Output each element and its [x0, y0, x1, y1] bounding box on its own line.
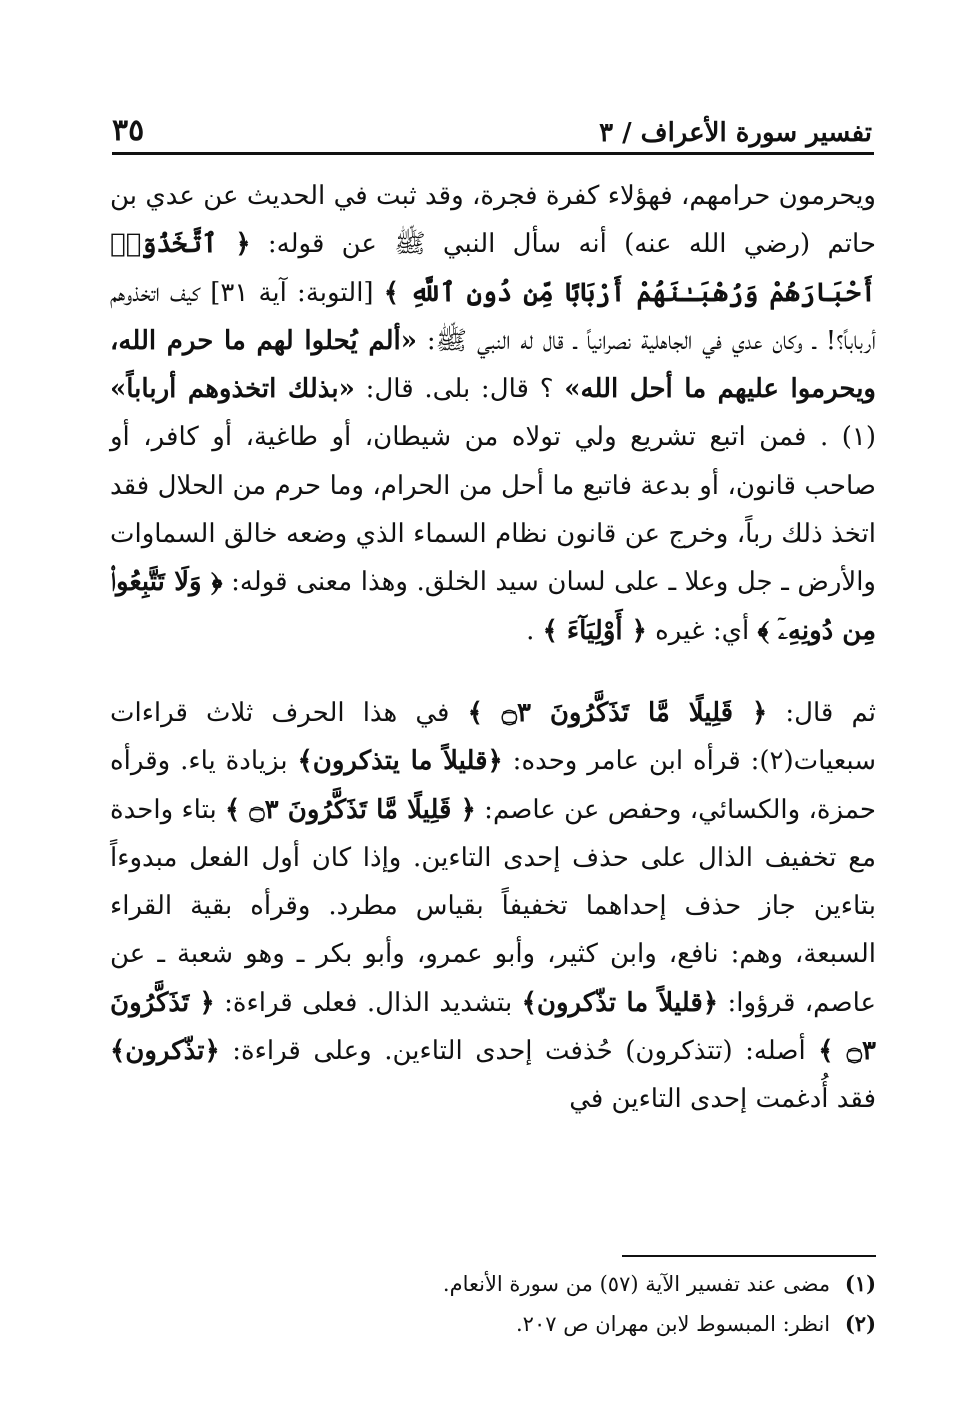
footnote [110, 1304, 876, 1344]
text-run: ويحرمون حرامهم، فهؤلاء كفرة فجرة، وقد ثبت في الحديث عن عدي بن حاتم (رضي الله عنه) أنه سأل النبي ﷺ عن قوله: [110, 181, 876, 260]
text-run: بتاء واحدة مع تخفيف الذال على حذف إحدى التاءين. وإذا كان أول الفعل مبدوءاً بتاءين جاز حذف إحداهما تخفيفاً بقياس مطرد. وقرأه بقية القراء السبعة، وهم: نافع، وابن كثير، وأبو عمرو، وأبو بكر ـ وهو شعبة ـ عن عاصم، قرؤوا: [110, 794, 877, 1018]
running-title: تفسير سورة الأعراف / ٣ [599, 118, 872, 148]
text-run: [التوبة: آية ٣١] كيف اتخذوهم أرباباً؟! ـ وكان عدي في الجاهلية نصرانياً ـ قال له النبي ﷺ: [110, 277, 876, 356]
footnote-number: (١) [844, 1271, 876, 1296]
paragraph-2 [110, 689, 876, 1124]
reading-quote: ﴿تذّكرون﴾ [110, 1036, 220, 1067]
header-rule [112, 152, 874, 155]
footnote [110, 1264, 876, 1304]
footnotes [110, 1264, 876, 1344]
hadith-quote: «بذلك اتخذوهم أرباباً» [110, 374, 355, 405]
quran-quote: ﴿ قَلِيلًا مَّا تَذَكَّرُونَ ۝٣ ﴾ [225, 794, 476, 825]
quran-quote: ﴿ وَلَا تَتَّبِعُوا۟ مِن دُونِهِۦٓ ﴾ [110, 567, 876, 646]
footnote-text: مضى عند تفسير الآية (٥٧) من سورة الأنعام. [442, 1272, 831, 1296]
reading-quote: ﴿قليلاً ما تذّكرون﴾ [521, 987, 719, 1018]
quran-quote: ﴿ قَلِيلًا مَّا تَذَكَّرُونَ ۝٣ ﴾ [467, 697, 768, 728]
text-run: أي: غيره [646, 615, 750, 646]
text-run: بتشديد الذال. فعلى قراءة: [214, 987, 513, 1018]
page-number: ٣٥ [112, 113, 145, 148]
quran-quote: ﴿ ٱتَّخَذُوٓا۟ أَحْبَارَهُمْ وَرُهْبَـٰنَهُمْ أَرْبَابًا مِّن دُونِ ٱللَّهِ ﴾ [110, 229, 877, 308]
reading-quote: ﴿قليلاً ما يتذكرون﴾ [297, 746, 503, 777]
quran-quote: ﴿ تَذَكَّرُونَ ۝٣ ﴾ [110, 987, 876, 1067]
footnote-rule [622, 1255, 876, 1257]
text-run: ثم قال: [767, 697, 876, 728]
text-run: ؟ قال: بلى. قال: [354, 374, 554, 405]
main-text [110, 172, 876, 1124]
paragraph-1 [110, 172, 876, 655]
page-header [112, 98, 872, 148]
footnote-text: انظر: المبسوط لابن مهران ص ٢٠٧. [515, 1312, 831, 1336]
text-run: . [526, 615, 535, 646]
quran-quote: ﴿ أَوْلِيَآءَ ﴾ [542, 615, 647, 646]
text-run: بزيادة ياء. وقرأه حمزة، والكسائي، وحفص عن عاصم: [110, 746, 876, 825]
hadith-quote: «ألم يُحلوا لهم ما حرم الله، ويحرموا عليهم ما أحل الله» [110, 325, 876, 405]
footnote-number: (٢) [844, 1311, 876, 1336]
text-run: في هذا الحرف ثلاث قراءات سبعيات(٢): قرأه ابن عامر وحده: [110, 697, 877, 777]
text-run: (١) . فمن اتبع تشريع ولي تولاه من شيطان، أو طاغية، أو كافر، أو صاحب قانون، أو بدعة فاتبع ما أحل من الحرام، وما حرم من الحلال فقد اتخذ ذلك رباً، وخرج عن قانون نظام السماء الذي وضعه خالق السماوات والأرض ـ جل وعلا ـ على لسان سيد الخلق. وهذا معنى قوله: [110, 422, 876, 598]
text-run: أصله: (تتذكرون) حُذفت إحدى التاءين. وعلى قراءة: [219, 1036, 806, 1067]
text-run: فقد أُدغمت إحدى التاءين في [569, 1084, 876, 1115]
